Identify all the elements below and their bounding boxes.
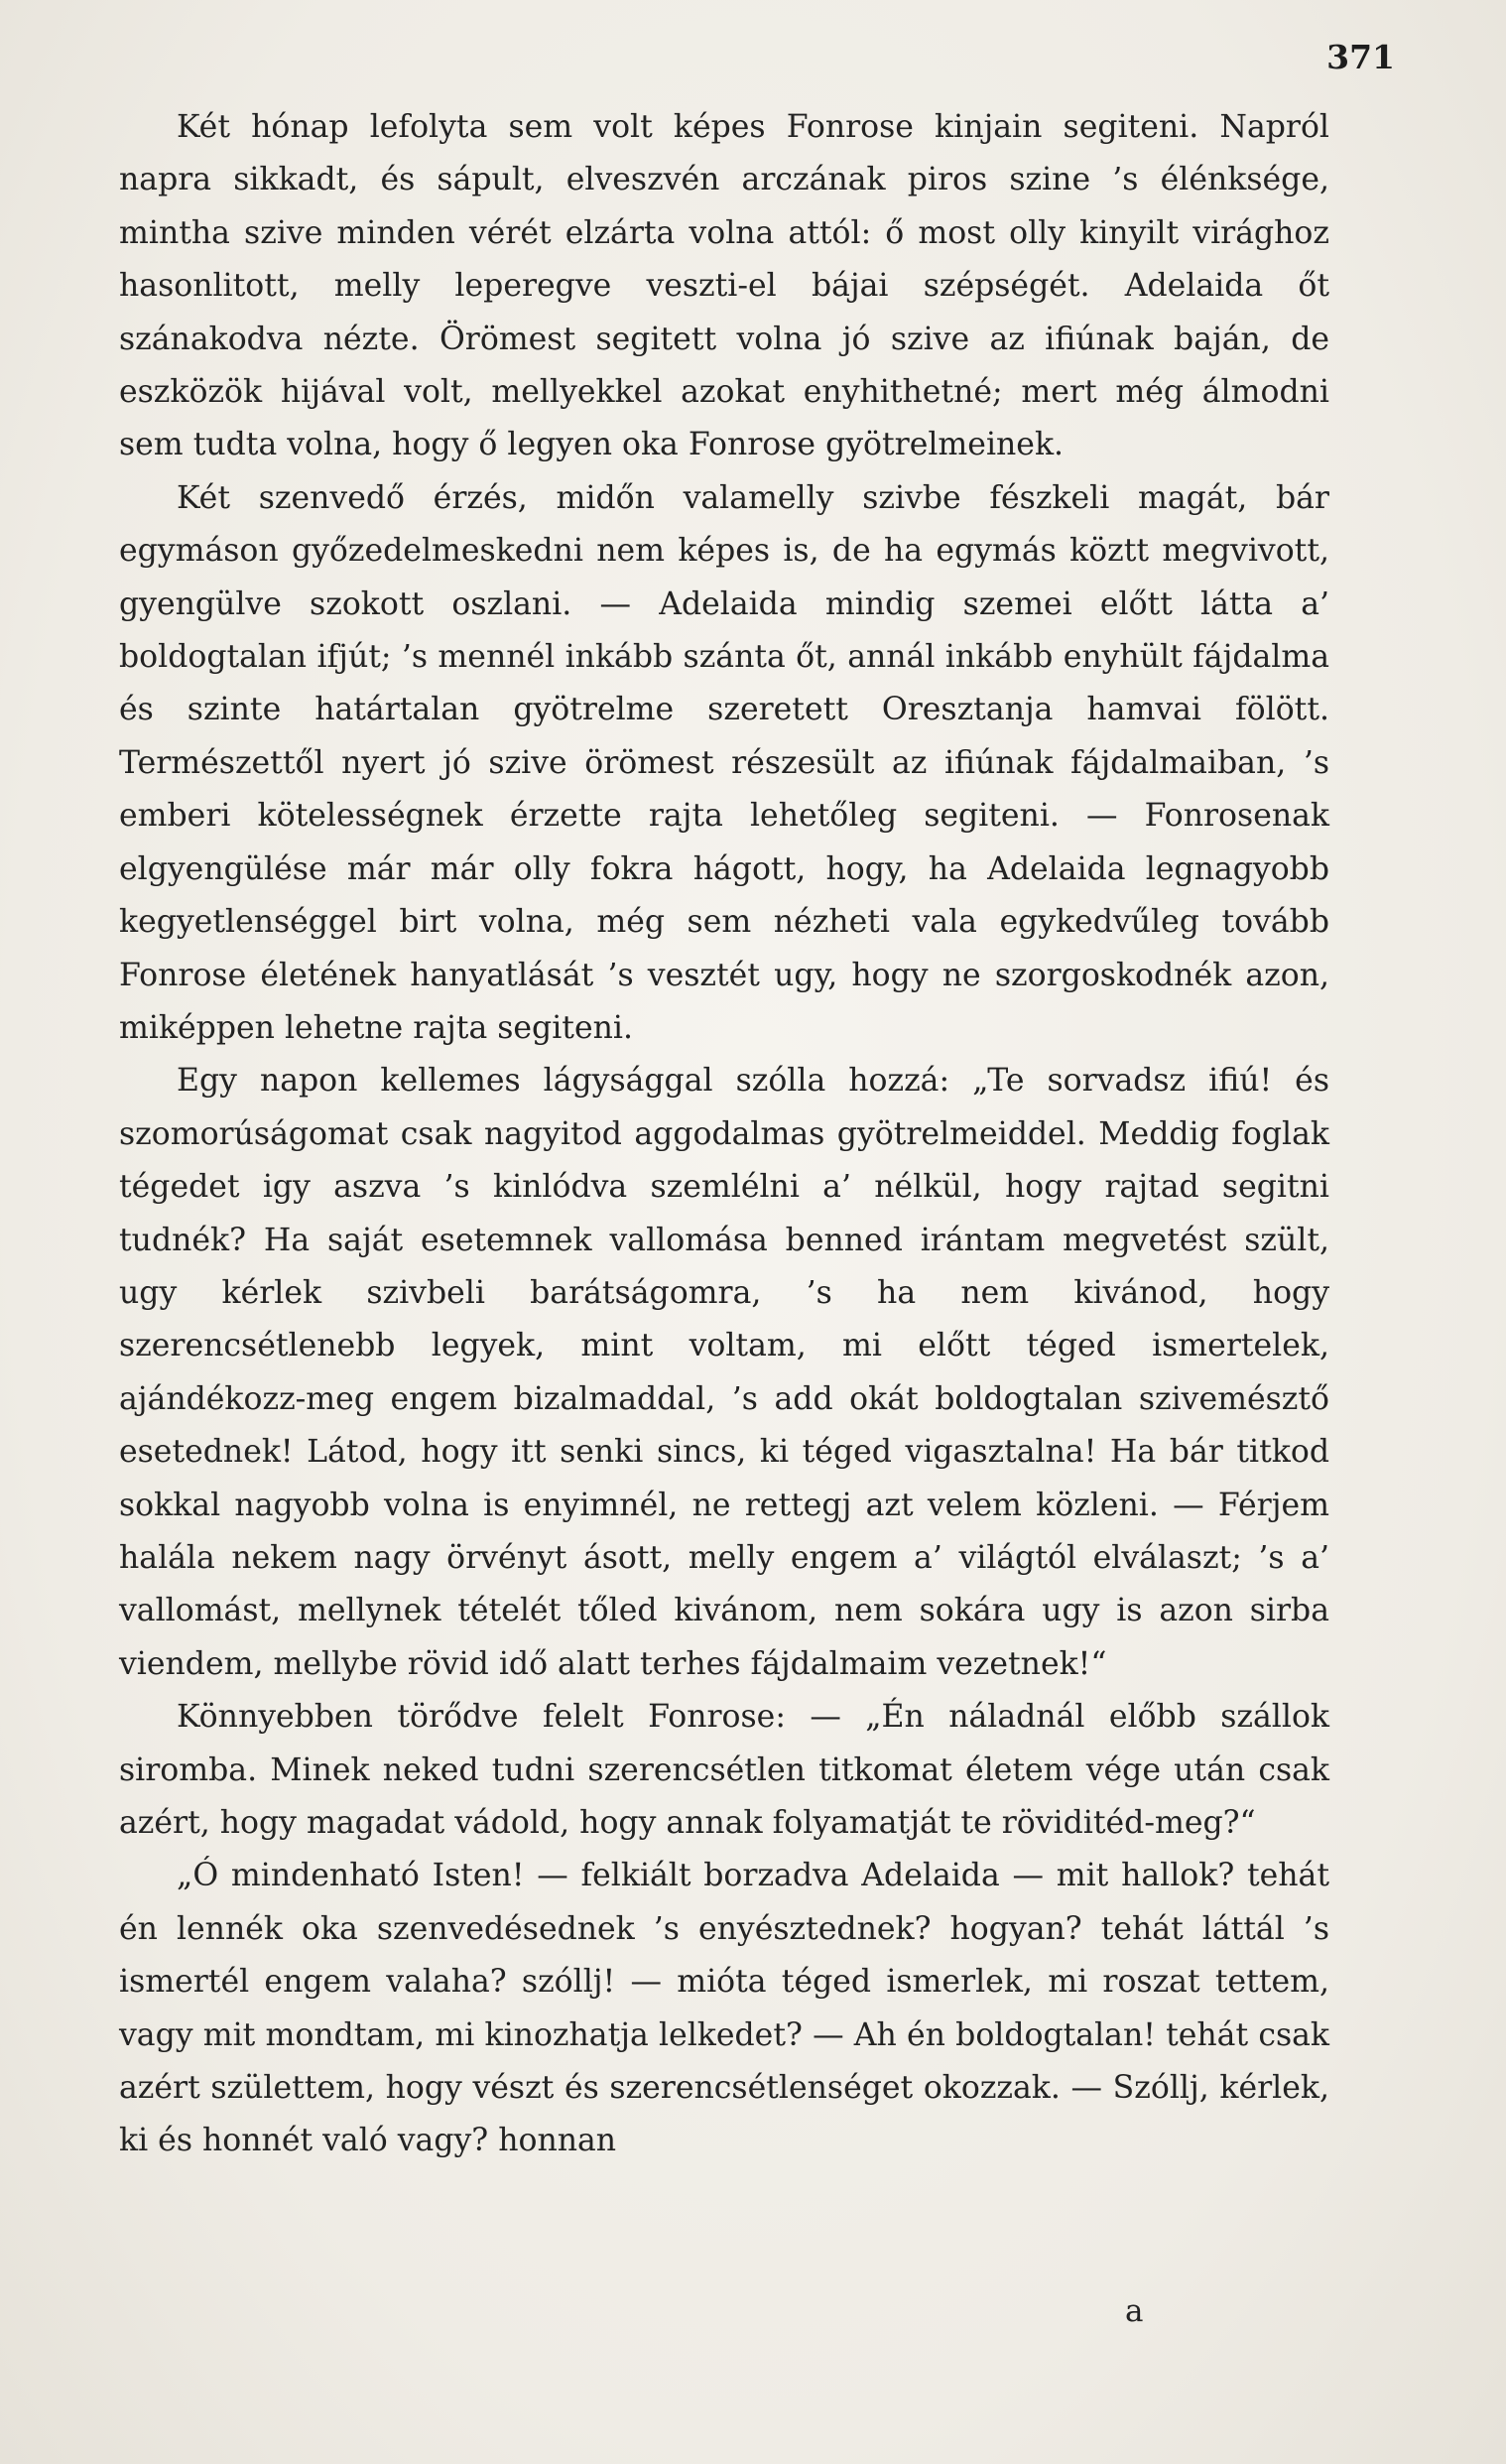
catchword: a <box>1125 2293 1144 2329</box>
paragraph: Könnyebben törődve felelt Fonrose: — „Én náladnál előbb szállok siromba. Minek neked tudni szerencsétlen titkomat életem vége után csak azért, hogy magadat vádold, hogy annak folyamatját te röviditéd-meg?“ <box>119 1699 1329 1841</box>
paragraph: Két hónap lefolyta sem volt képes Fonrose kinjain segiteni. Napról napra sikkadt, és sápult, elveszvén arczának piros szine ’s élénksége, mintha szive minden vérét elzárta volna attól: ő most olly kinyilt virághoz hasonlitott, melly leperegve veszti-el bájai szépségét. Adelaida őt szánakodva nézte. Örömest segitett volna jó szive az ifiúnak baján, de eszközök hijával volt, mellyekkel azokat enyhithetné; mert még álmodni sem tudta volna, hogy ő legyen oka Fonrose gyötrelmeinek. <box>119 109 1329 463</box>
paragraph: Két szenvedő érzés, midőn valamelly szivbe fészkeli magát, bár egymáson győzedelmeskedni nem képes is, de ha egymás köztt megvivott, gyengülve szokott oszlani. — Adelaida mindig szemei előtt látta a’ boldogtalan ifjút; ’s mennél inkább szánta őt, annál inkább enyhült fájdalma és szinte határtalan gyötrelme szeretett Oresztanja hamvai fölött. Természettől nyert jó szive örömest részesült az ifiúnak fájdalmaiban, ’s emberi kötelességnek érzette rajta lehetőleg segiteni. — Fonrosenak elgyengülése már már olly fokra hágott, hogy, ha Adelaida legnagyobb kegyetlenséggel birt volna, még sem nézheti vala egykedvűleg tovább Fonrose életének hanyatlását ’s vesztét ugy, hogy ne szorgoskodnék azon, miképpen lehetne rajta segiteni. <box>119 479 1329 1046</box>
paragraph: „Ó mindenható Isten! — felkiált borzadva Adelaida — mit hallok? tehát én lennék oka szenvedésednek ’s enyésztednek? hogyan? tehát láttál ’s ismertél engem valaha? szóllj! — mióta téged ismerlek, mi roszat tettem, vagy mit mondtam, mi kinozhatja lelkedet? — Ah én boldogtalan! tehát csak azért születtem, hogy vészt és szerencsétlenséget okozzak. — Szóllj, kérlek, ki és honnét való vagy? honnan <box>119 1858 1329 2159</box>
body-text <box>119 101 1329 2168</box>
page-number: 371 <box>1326 38 1395 76</box>
paragraph: Egy napon kellemes lágysággal szólla hozzá: „Te sorvadsz ifiú! és szomorúságomat csak nagyitod aggodalmas gyötrelmeiddel. Meddig foglak tégedet igy aszva ’s kinlódva szemlélni a’ nélkül, hogy rajtad segitni tudnék? Ha saját esetemnek vallomása benned irántam megvetést szült, ugy kérlek szivbeli barátságomra, ’s ha nem kivánod, hogy szerencsétlenebb legyek, mint voltam, mi előtt téged ismertelek, ajándékozz-meg engem bizalmaddal, ’s add okát boldogtalan szivemésztő esetednek! Látod, hogy itt senki sincs, ki téged vigasztalna! Ha bár titkod sokkal nagyobb volna is enyimnél, ne rettegj azt velem közleni. — Férjem halála nekem nagy örvényt ásott, melly engem a’ világtól elválaszt; ’s a’ vallomást, mellynek tételét tőled kivánom, nem sokára ugy is azon sirba viendem, mellybe rövid idő alatt terhes fájdalmaim vezetnek!“ <box>119 1063 1329 1682</box>
